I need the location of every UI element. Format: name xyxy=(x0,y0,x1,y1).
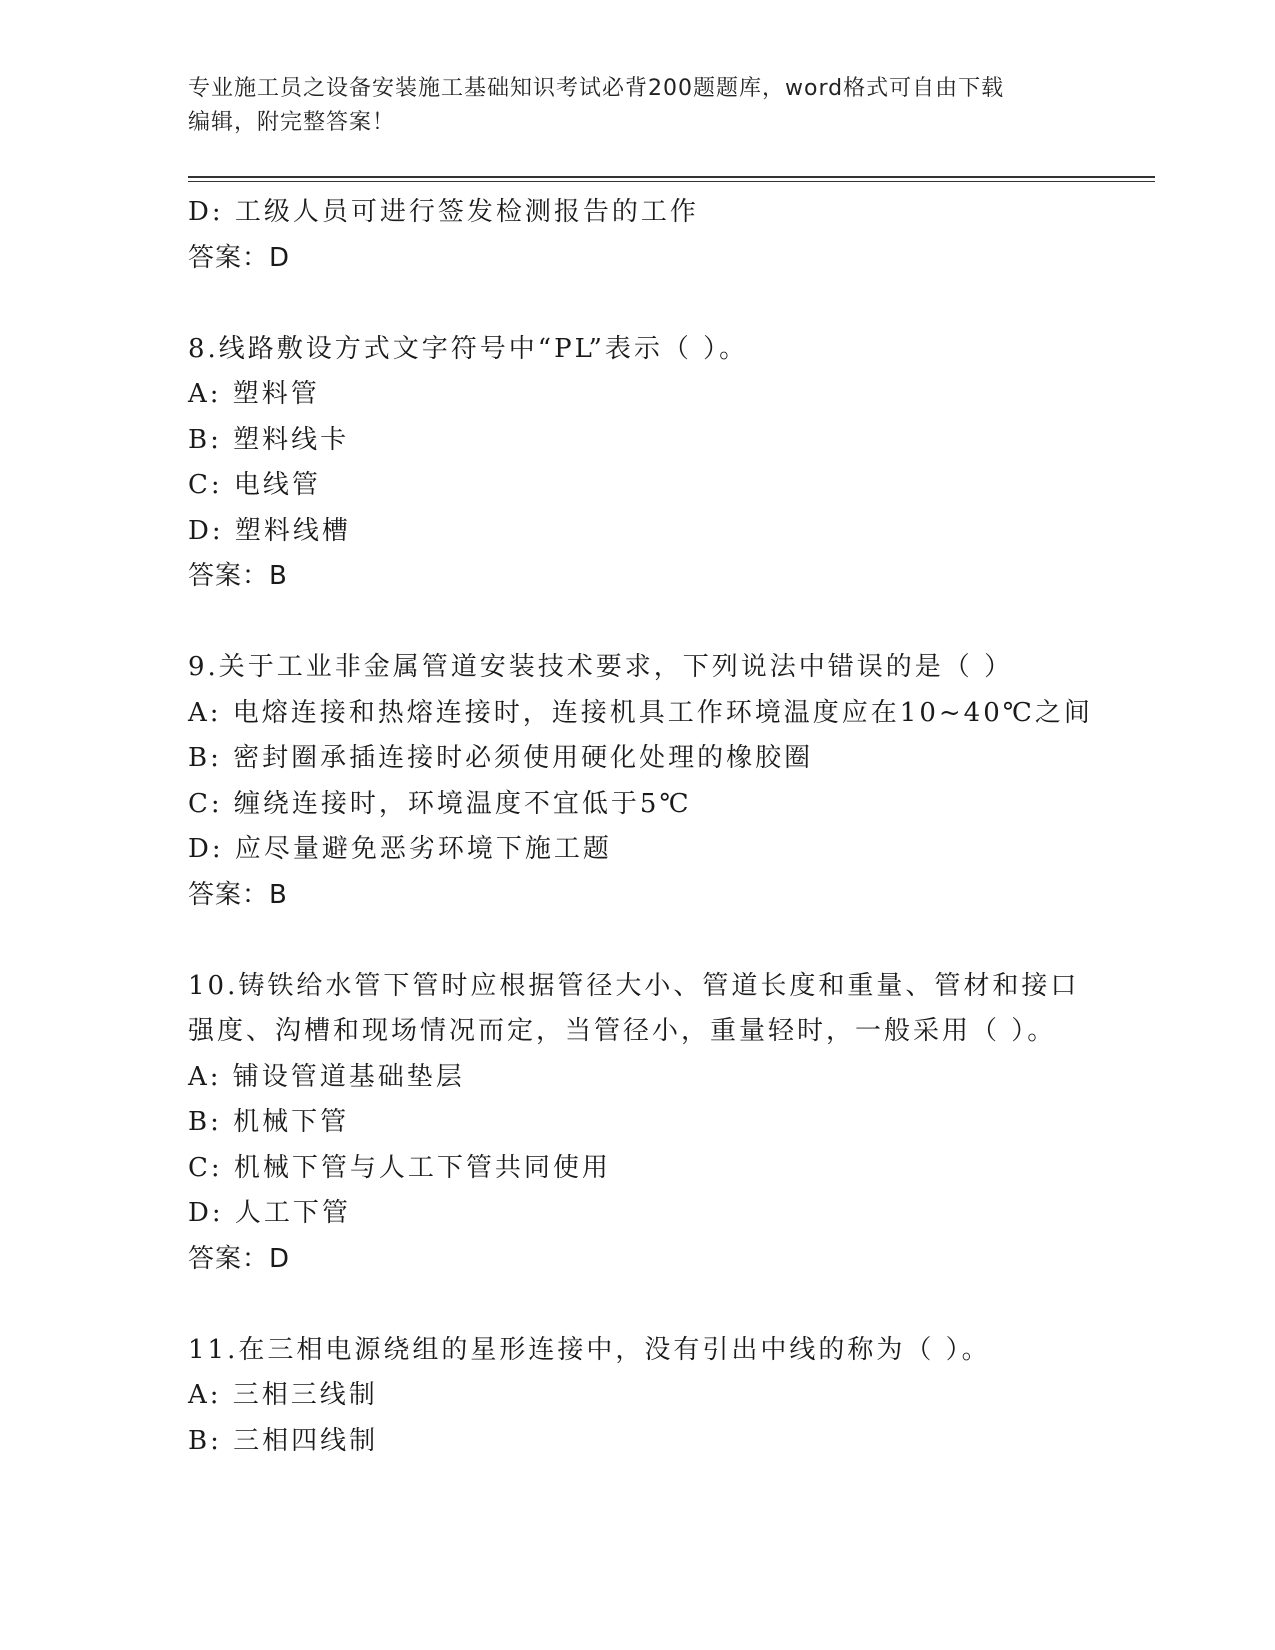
option-b: B: 机械下管 xyxy=(188,1107,350,1137)
option-c: C: 缠绕连接时，环境温度不宜低于5℃ xyxy=(188,788,692,819)
question-stem: 9.关于工业非金属管道安装技术要求，下列说法中错误的是（ ） xyxy=(188,652,1014,682)
option-b: B: 三相四线制 xyxy=(188,1425,379,1456)
header-line-1: 专业施工员之设备安装施工基础知识考试必背200题题库，word格式可自由下载 xyxy=(188,76,1005,101)
spacer xyxy=(188,600,1148,646)
question-8 xyxy=(188,327,1148,600)
question-stem: 8.线路敷设方式文字符号中“PL”表示（ ）。 xyxy=(188,333,749,364)
document-header xyxy=(188,72,1068,140)
question-10 xyxy=(188,964,1148,1283)
option-a: A: 塑料管 xyxy=(188,379,320,409)
question-content xyxy=(188,190,1148,1464)
option-d: D: 塑料线槽 xyxy=(188,515,351,546)
option-a: A: 电熔连接和热熔连接时，连接机具工作环境温度应在10~40℃之间 xyxy=(188,697,1093,728)
spacer xyxy=(188,281,1148,327)
header-divider xyxy=(188,176,1155,182)
question-9 xyxy=(188,645,1148,918)
question-stem: 11.在三相电源绕组的星形连接中，没有引出中线的称为（ ）。 xyxy=(188,1334,991,1365)
spacer xyxy=(188,918,1148,964)
question-11 xyxy=(188,1328,1148,1465)
spacer xyxy=(188,1282,1148,1328)
question-stem-line-2: 强度、沟槽和现场情况而定，当管径小，重量轻时，一般采用（ ）。 xyxy=(188,1016,1057,1046)
option-b: B: 密封圈承插连接时必须使用硬化处理的橡胶圈 xyxy=(188,743,814,773)
option-c: C: 机械下管与人工下管共同使用 xyxy=(188,1152,611,1183)
option-b: B: 塑料线卡 xyxy=(188,424,350,455)
option-d: D: 人工下管 xyxy=(188,1198,351,1228)
answer: 答案：B xyxy=(188,561,288,591)
header-line-2: 编辑，附完整答案！ xyxy=(188,110,396,135)
answer: 答案：D xyxy=(188,1243,291,1274)
question-stem-line-1: 10.铸铁给水管下管时应根据管径大小、管道长度和重量、管材和接口 xyxy=(188,970,1080,1001)
option-a: A: 三相三线制 xyxy=(188,1380,378,1410)
option-d: D: 应尽量避免恶劣环境下施工题 xyxy=(188,834,612,864)
prev-answer: 答案：D xyxy=(188,242,291,273)
answer: 答案：B xyxy=(188,879,288,910)
option-a: A: 铺设管道基础垫层 xyxy=(188,1061,465,1092)
option-c: C: 电线管 xyxy=(188,470,321,500)
prev-option-d: D: 工级人员可进行签发检测报告的工作 xyxy=(188,197,699,227)
